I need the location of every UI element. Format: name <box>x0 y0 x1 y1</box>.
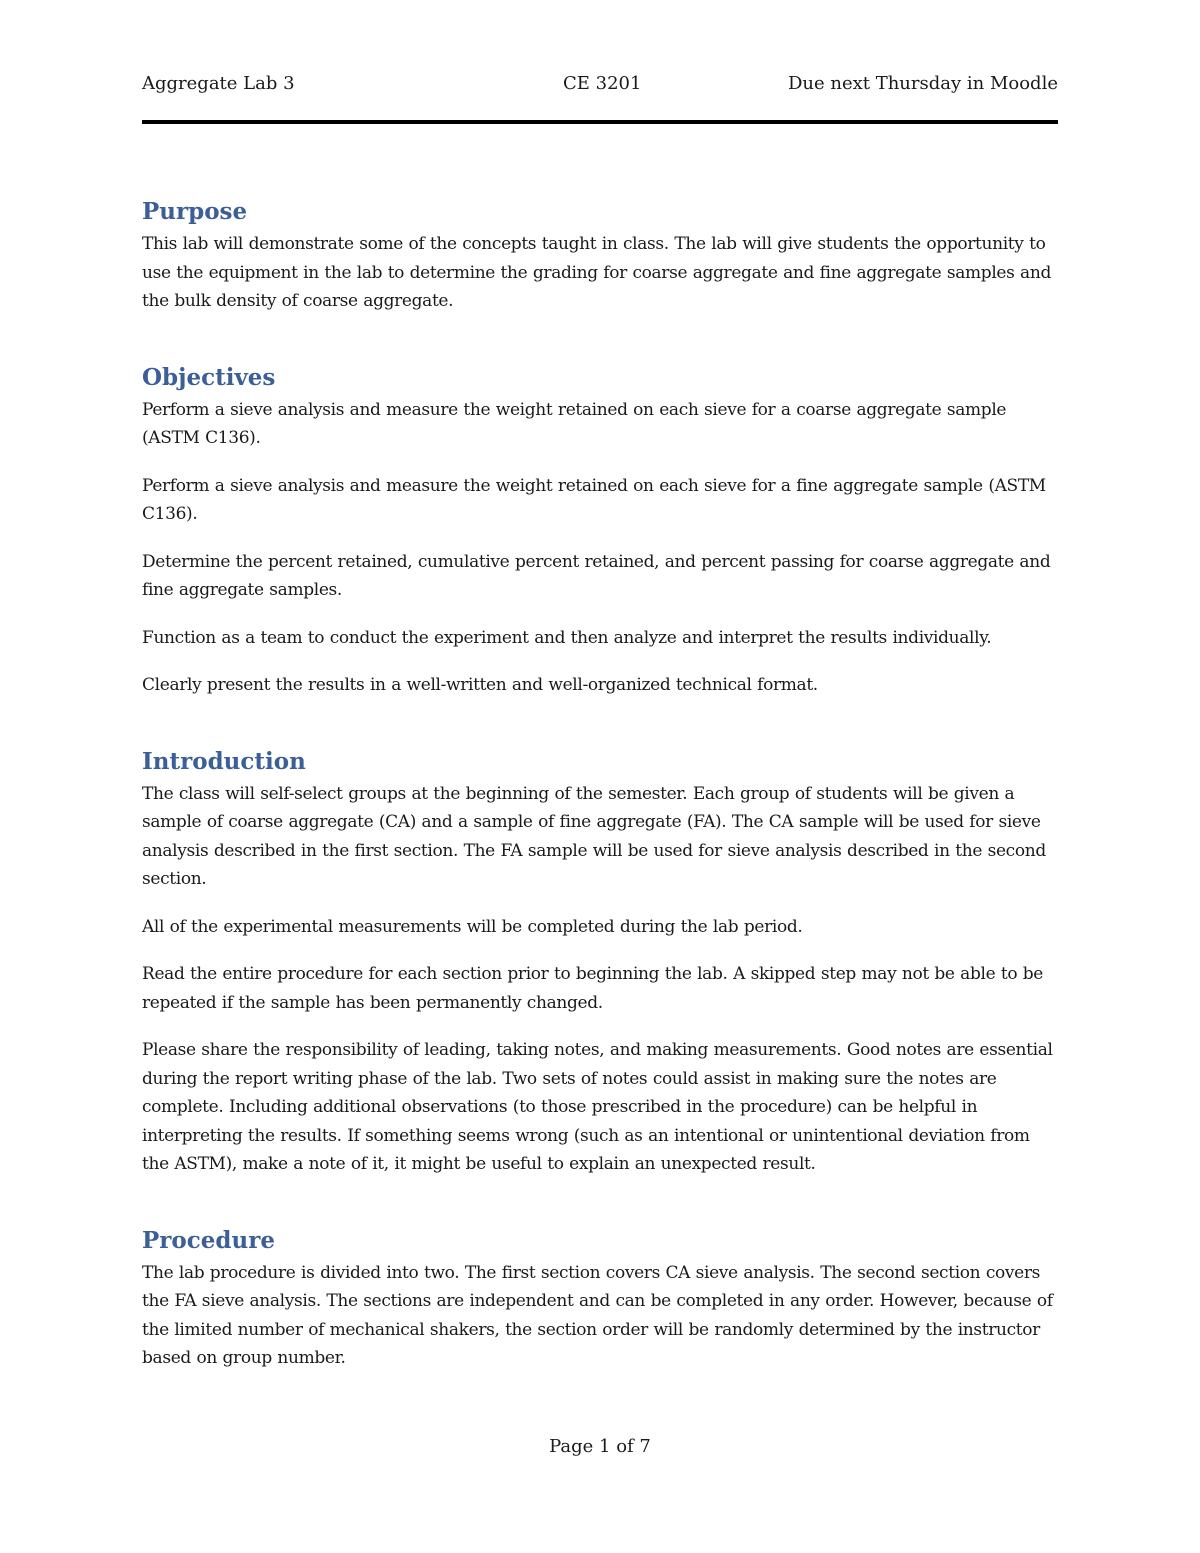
introduction-paragraph: Please share the responsibility of leading, taking notes, and making measurements. Good notes are essential during the report writing phase of the lab. Two sets of notes could assist in making sure the notes are complete. Including additional observations (to those prescribed in the procedure) can be helpful in interpreting the results. If something seems wrong (such as an intentional or unintentional deviation from the ASTM), make a note of it, it might be useful to explain an unexpected result. <box>142 1040 1053 1174</box>
header-due-date: Due next Thursday in Moodle <box>787 73 1058 94</box>
heading-introduction: Introduction <box>142 747 306 775</box>
document-body <box>142 194 1058 1417</box>
objective-paragraph: Determine the percent retained, cumulative percent retained, and percent passing for coarse aggregate and fine aggregate samples. <box>142 551 1051 600</box>
section-purpose <box>142 194 1058 316</box>
page-number: Page 1 of 7 <box>549 1436 651 1457</box>
objective-paragraph: Clearly present the results in a well-written and well-organized technical format. <box>142 675 818 695</box>
introduction-paragraph: Read the entire procedure for each section prior to beginning the lab. A skipped step may not be able to be repeated if the sample has been permanently changed. <box>142 964 1044 1013</box>
objective-paragraph: Perform a sieve analysis and measure the weight retained on each sieve for a fine aggregate sample (ASTM C136). <box>142 475 1046 524</box>
header-course-lab: Aggregate Lab 3 <box>142 73 295 94</box>
objective-paragraph: Perform a sieve analysis and measure the weight retained on each sieve for a coarse aggregate sample (ASTM C136). <box>142 399 1007 448</box>
introduction-paragraph: The class will self-select groups at the beginning of the semester. Each group of students will be given a sample of coarse aggregate (CA) and a sample of fine aggregate (FA). The CA sample will be used for sieve analysis described in the first section. The FA sample will be used for sieve analysis described in the second section. <box>142 783 1046 889</box>
purpose-paragraph: This lab will demonstrate some of the concepts taught in class. The lab will give students the opportunity to use the equipment in the lab to determine the grading for coarse aggregate and fine aggregate samples and the bulk density of coarse aggregate. <box>142 234 1051 311</box>
introduction-paragraph: All of the experimental measurements will be completed during the lab period. <box>142 916 803 937</box>
section-procedure <box>142 1223 1058 1373</box>
page-header <box>142 70 1058 100</box>
header-course-code: CE 3201 <box>563 73 642 94</box>
header-divider <box>142 120 1058 124</box>
section-introduction <box>142 744 1058 1179</box>
objective-paragraph: Function as a team to conduct the experiment and then analyze and interpret the results individually. <box>142 627 992 648</box>
section-objectives <box>142 360 1058 700</box>
heading-objectives: Objectives <box>142 363 276 391</box>
procedure-paragraph: The lab procedure is divided into two. The first section covers CA sieve analysis. The second section covers the FA sieve analysis. The sections are independent and can be completed in any order. However, because of the limited number of mechanical shakers, the section order will be randomly determined by the instructor based on group number. <box>142 1262 1053 1368</box>
heading-procedure: Procedure <box>142 1226 275 1254</box>
heading-purpose: Purpose <box>142 198 248 225</box>
